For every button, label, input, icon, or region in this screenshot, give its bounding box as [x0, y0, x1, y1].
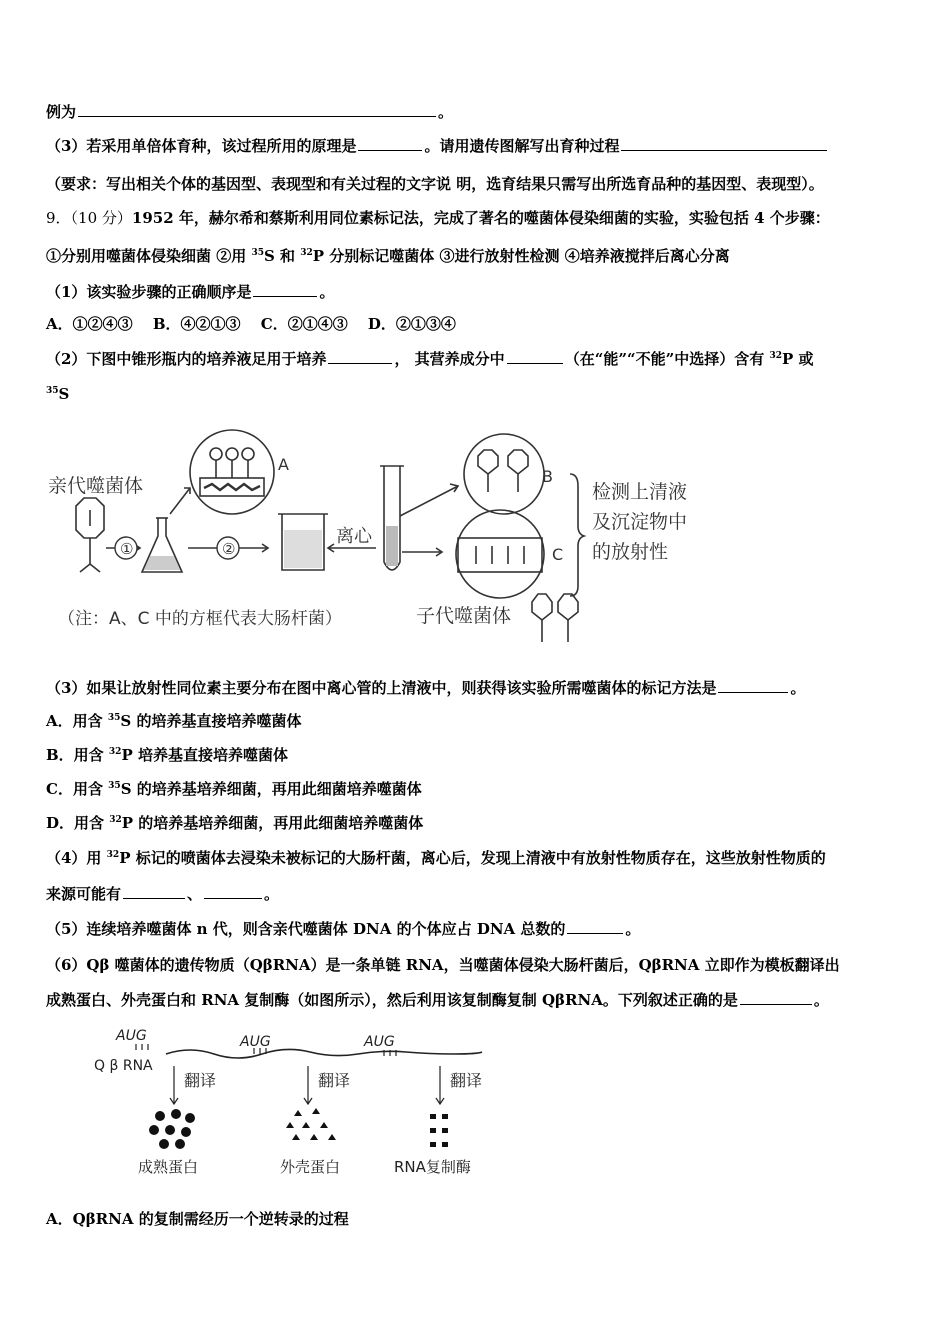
option-a: A．用含 $^{35}$S 的培养基直接培养噬菌体 [46, 712, 302, 730]
blank[interactable] [78, 102, 436, 117]
question-9-intro: 9．（10 分）1952 年，赫尔希和蔡斯利用同位素标记法，完成了著名的噬菌体侵染细菌的实验，实验包括 4 个步骤： [46, 209, 830, 227]
answer-line-1: 例为 。 [46, 103, 454, 121]
sub-question-2-cont: $^{35}$S [46, 385, 70, 403]
translate-3-label: 翻译 [450, 1071, 483, 1090]
rna-label: Q β RNA [94, 1058, 153, 1074]
sub-question-2: （2）下图中锥形瓶内的培养液足用于培养 ， 其营养成分中 （在“能”“不能”中选择）含有 $^{32}$P 或 [46, 350, 814, 368]
blank[interactable] [253, 282, 317, 297]
sub-question-6: （6）Qβ 噬菌体的遗传物质（QβRNA）是一条单链 RNA，当噬菌体侵染大肠杆菌后，QβRNA 立即作为模板翻译出 [46, 956, 840, 974]
step-2-label: ② [222, 540, 236, 558]
codon-2-label: AUG [240, 1034, 271, 1050]
offspring-phage-icon [532, 594, 578, 642]
rna-strand-icon [166, 1049, 482, 1058]
steps-line: ①分别用噬菌体侵染细菌 ②用 $^{35}$S 和 $^{32}$P 分别标记噬菌体 ③进行放射性检测 ④培养液搅拌后离心分离 [46, 247, 730, 265]
answer-option-a: A．QβRNA 的复制需经历一个逆转录的过程 [46, 1210, 349, 1228]
parent-phage-icon [76, 498, 104, 572]
offspring-label: 子代噬菌体 [416, 605, 512, 627]
product-2-label: 外壳蛋白 [280, 1158, 341, 1176]
replicase-icon [430, 1114, 448, 1147]
tube-sediment [386, 526, 398, 566]
figure-note: （注：A、C 中的方框代表大肠杆菌） [58, 609, 342, 629]
option-d: D．用含 $^{32}$P 的培养基培养细菌，再用此细菌培养噬菌体 [46, 814, 424, 832]
bracket-icon [570, 474, 584, 596]
product-3-label: RNA复制酶 [394, 1158, 471, 1176]
option-c: C．用含 $^{35}$S 的培养基培养细菌，再用此细菌培养噬菌体 [46, 780, 422, 798]
question-3-line: （3）若采用单倍体育种，该过程所用的原理是 。请用遗传图解写出育种过程 [46, 136, 910, 156]
sub-question-6-cont: 成熟蛋白、外壳蛋白和 RNA 复制酶（如图所示），然后利用该复制酶复制 QβRNA。下列叙述正确的是 。 [46, 991, 829, 1009]
infecting-phage-icon [210, 448, 254, 478]
blank[interactable] [123, 884, 185, 899]
bacteria-box-icon [458, 538, 542, 572]
translate-1-label: 翻译 [184, 1071, 217, 1090]
centrifuge-label: 离心 [336, 526, 372, 547]
detect-label-3: 的放射性 [592, 541, 669, 563]
detect-label-1: 检测上清液 [592, 481, 688, 503]
arrow-icon [400, 486, 458, 516]
sub-question-4: （4）用 $^{32}$P 标记的喷菌体去浸染未被标记的大肠杆菌，离心后，发现上清液中有放射性物质存在，这些放射性物质的 [46, 849, 826, 867]
sub-question-4-cont: 来源可能有 、 。 [46, 885, 280, 903]
coat-protein-icon [286, 1108, 336, 1140]
flask-liquid [144, 556, 180, 570]
blank[interactable] [740, 990, 812, 1005]
blank[interactable] [718, 678, 788, 693]
blank[interactable] [204, 884, 262, 899]
blank[interactable] [358, 136, 422, 151]
detect-label-2: 及沉淀物中 [592, 511, 688, 533]
label-c: C [552, 545, 564, 564]
codon-1-label: AUG [116, 1028, 147, 1044]
blank[interactable] [567, 919, 623, 934]
circle-c-icon [456, 510, 544, 598]
inner-phage-icon [476, 546, 524, 564]
blank[interactable] [507, 349, 563, 364]
options-line: A．①②④③ B．④②①③ C．②①④③ D．②①③④ [46, 315, 456, 333]
sub-question-5: （5）连续培养噬菌体 n 代，则含亲代噬菌体 DNA 的个体应占 DNA 总数的 。 [46, 920, 641, 938]
label-a: A [278, 455, 289, 474]
step-1-label: ① [120, 540, 134, 558]
circle-b-icon [464, 434, 544, 514]
sub-question-1: （1）该实验步骤的正确顺序是 。 [46, 283, 335, 301]
sub-question-3: （3）如果让放射性同位素主要分布在图中离心管的上清液中，则获得该实验所需噬菌体的标记方法是 。 [46, 679, 806, 697]
codon-3-label: AUG [364, 1034, 395, 1050]
arrow-icon [170, 488, 190, 514]
beaker-liquid [284, 530, 322, 568]
requirement-line: （要求：写出相关个体的基因型、表现型和有关过程的文字说 明，选育结果只需写出所选育品种的基因型、表现型）。 [46, 175, 824, 193]
blank[interactable] [328, 349, 392, 364]
blank[interactable] [621, 136, 827, 151]
qbeta-rna-figure [90, 1024, 510, 1184]
parent-phage-label: 亲代噬菌体 [48, 475, 144, 497]
product-1-label: 成熟蛋白 [138, 1158, 199, 1176]
label-b: B [542, 467, 553, 486]
phage-ghost-icon [478, 450, 528, 492]
phage-experiment-figure [40, 426, 720, 648]
translate-2-label: 翻译 [318, 1071, 351, 1090]
mature-protein-icon [149, 1109, 195, 1149]
option-b: B．用含 $^{32}$P 培养基直接培养噬菌体 [46, 746, 288, 764]
